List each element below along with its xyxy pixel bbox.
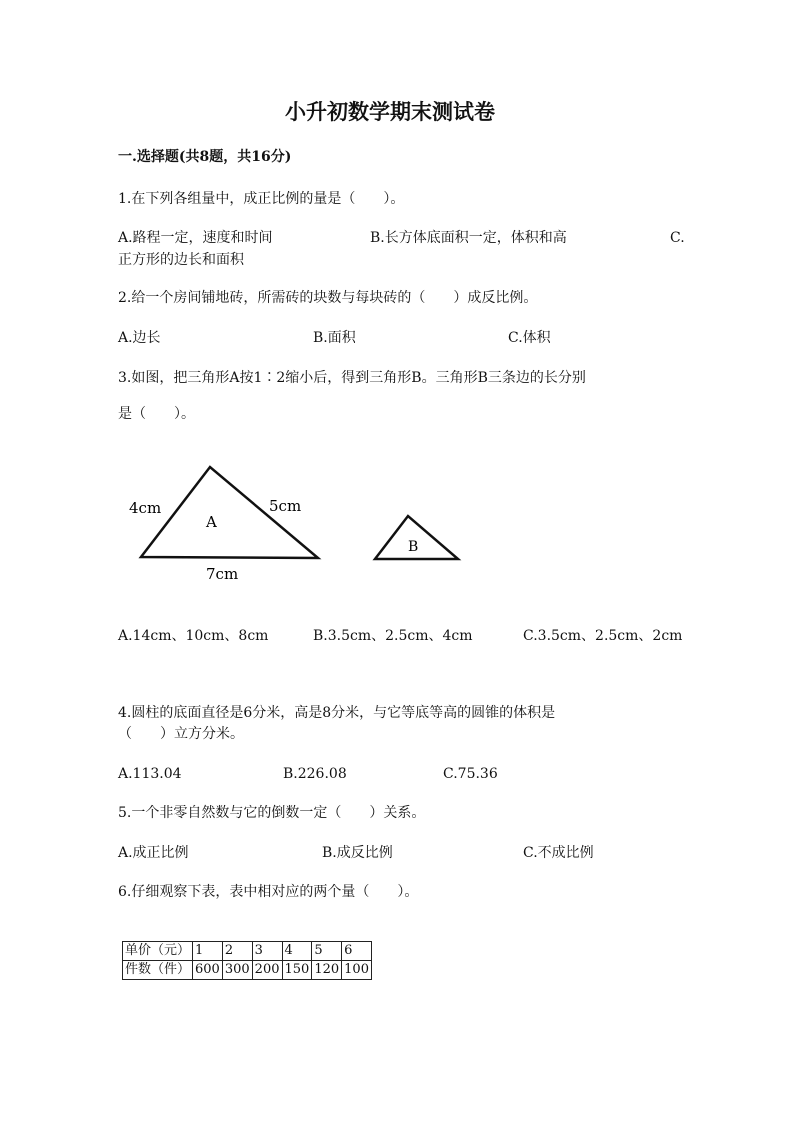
question-5-option-c[interactable]: C.不成比例 (523, 845, 594, 861)
table-cell: 600 (193, 961, 223, 980)
question-6-stem: 6.仔细观察下表，表中相对应的两个量（ ）。 (118, 884, 419, 900)
question-3-stem-line2: 是（ ）。 (118, 406, 195, 422)
triangle-a-left-side: 4cm (129, 499, 162, 517)
triangle-a-label: A (206, 513, 217, 531)
question-1-option-c-label[interactable]: C. (670, 230, 685, 246)
table-cell: 2 (222, 942, 252, 961)
question-3-option-b[interactable]: B.3.5cm、2.5cm、4cm (313, 628, 473, 644)
page-title: 小升初数学期末测试卷 (285, 99, 495, 124)
table-row (123, 961, 372, 980)
table-cell: 4 (282, 942, 312, 961)
table-cell: 3 (252, 942, 282, 961)
triangle-figure (122, 455, 482, 585)
table-cell: 件数（件） (123, 961, 193, 980)
question-4-option-b[interactable]: B.226.08 (283, 766, 347, 782)
question-5-option-a[interactable]: A.成正比例 (118, 845, 189, 861)
table-cell: 单价（元） (123, 942, 193, 961)
question-4-option-a[interactable]: A.113.04 (118, 766, 182, 782)
question-5-stem: 5.一个非零自然数与它的倒数一定（ ）关系。 (118, 805, 426, 821)
question-5-option-b[interactable]: B.成反比例 (322, 845, 393, 861)
question-1-option-c-text[interactable]: 正方形的边长和面积 (118, 252, 244, 268)
question-2-option-b[interactable]: B.面积 (313, 330, 356, 346)
question-1-option-b[interactable]: B.长方体底面积一定，体积和高 (370, 230, 567, 246)
table-cell: 1 (193, 942, 223, 961)
question-3-option-c[interactable]: C.3.5cm、2.5cm、2cm (523, 628, 683, 644)
question-2-option-a[interactable]: A.边长 (118, 330, 161, 346)
triangle-a-right-side: 5cm (269, 497, 302, 515)
table-cell: 5 (312, 942, 342, 961)
section-heading: 一.选择题(共8题，共16分) (118, 149, 292, 165)
question-1-option-a[interactable]: A.路程一定，速度和时间 (118, 230, 273, 246)
question-4-stem-line1: 4.圆柱的底面直径是6分米，高是8分米，与它等底等高的圆锥的体积是 (118, 705, 556, 721)
question-3-stem-line1: 3.如图，把三角形A按1∶2缩小后，得到三角形B。三角形B三条边的长分别 (118, 370, 586, 386)
table-cell: 6 (342, 942, 372, 961)
table-cell: 120 (312, 961, 342, 980)
table-cell: 150 (282, 961, 312, 980)
triangle-b-label: B (408, 539, 419, 555)
question-2-option-c[interactable]: C.体积 (508, 330, 551, 346)
question-1-stem: 1.在下列各组量中，成正比例的量是（ ）。 (118, 191, 405, 207)
question-2-stem: 2.给一个房间铺地砖，所需砖的块数与每块砖的（ ）成反比例。 (118, 290, 538, 306)
table-cell: 300 (222, 961, 252, 980)
question-3-option-a[interactable]: A.14cm、10cm、8cm (118, 628, 269, 644)
price-quantity-table (122, 941, 372, 980)
table-cell: 200 (252, 961, 282, 980)
question-4-option-c[interactable]: C.75.36 (443, 766, 498, 782)
table-cell: 100 (342, 961, 372, 980)
triangle-a-base: 7cm (206, 565, 239, 583)
question-4-stem-line2: （ ）立方分米。 (118, 726, 244, 742)
table-row (123, 942, 372, 961)
